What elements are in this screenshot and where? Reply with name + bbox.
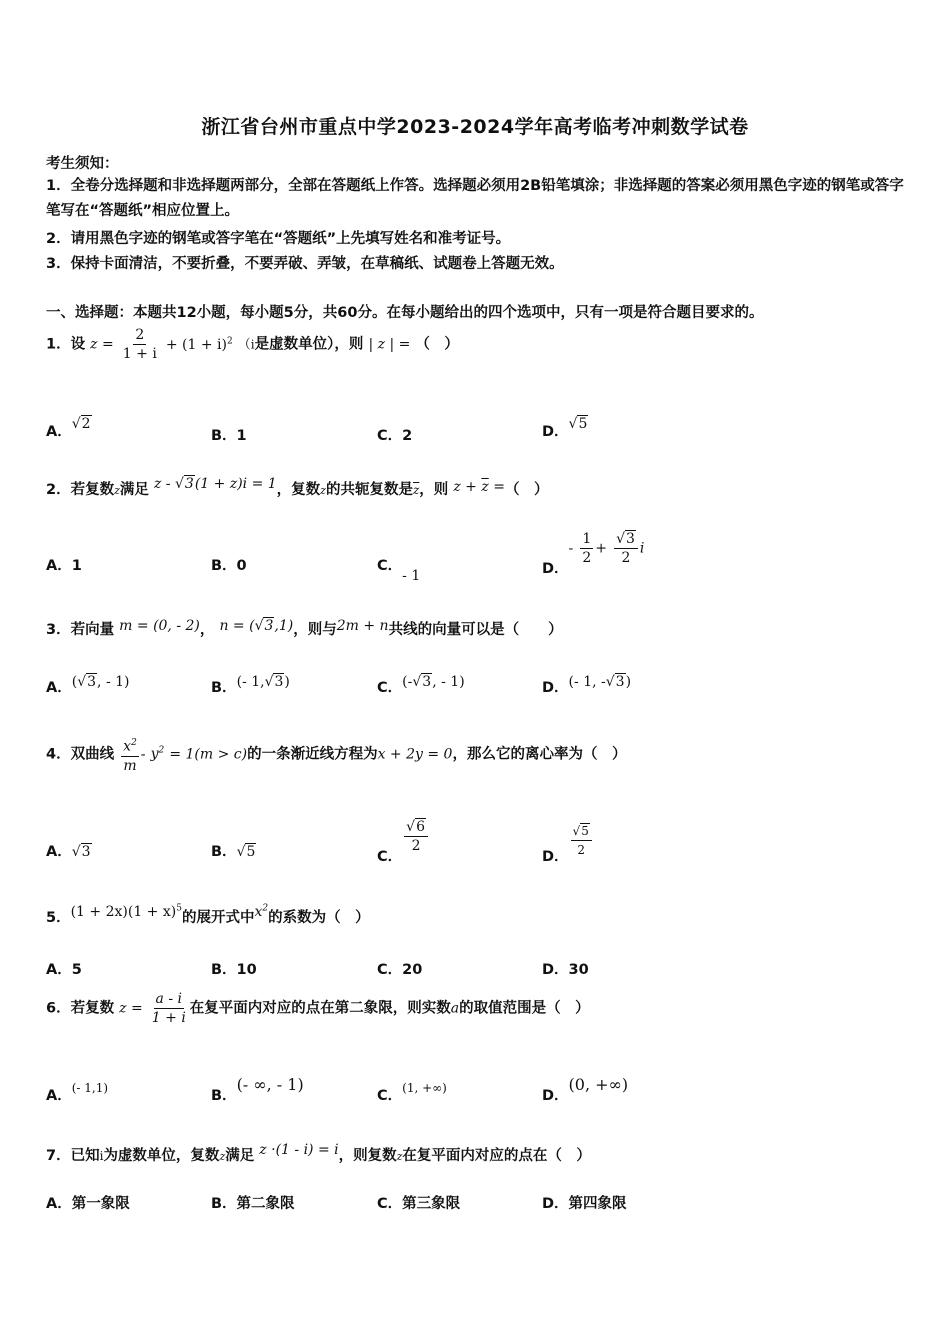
- q2-option-a[interactable]: A．1: [46, 558, 82, 574]
- q7-option-b[interactable]: B．第二象限: [211, 1196, 295, 1212]
- q1-number: 1．设: [46, 336, 86, 353]
- q2-option-c[interactable]: C．- 1: [377, 558, 421, 584]
- notice-item-2: 2．请用黑色字迹的钢笔或答字笔在“答题纸”上先填写姓名和准考证号。: [46, 231, 511, 247]
- question-2: 2．若复数z满足 z - √3(1 + z)i = 1，复数z的共轭复数是$\overline{z}$，则 $z + \overline{z}$ =（ ）: [46, 476, 549, 498]
- q1-option-c[interactable]: C．2: [377, 428, 413, 444]
- q7-option-d[interactable]: D．第四象限: [542, 1196, 627, 1212]
- question-5: 5．$(1 + 2x)(1 + x)^5$的展开式中$x^2$的系数为（ ）: [46, 903, 370, 926]
- q3-option-b[interactable]: B．(- 1,√3): [211, 674, 290, 696]
- q6-option-d[interactable]: D．(0, +∞): [542, 1075, 629, 1104]
- q3-option-d[interactable]: D．(- 1, -√3): [542, 674, 632, 696]
- q7-option-a[interactable]: A．第一象限: [46, 1196, 130, 1212]
- q5-option-c[interactable]: C．20: [377, 962, 423, 978]
- q1-frac-den: 1 + i: [122, 346, 157, 362]
- question-1: 1．设 z = $\frac{2}{1 + i}$ + $(1 + i)^2$ （i是虚数单位），则 | z | = （ ）: [46, 327, 459, 362]
- q4-option-c[interactable]: C． $\frac{√6}{2}$: [377, 818, 430, 855]
- q2-equation: z - √3(1 + z)i = 1: [153, 476, 277, 492]
- q3-option-c[interactable]: C．(-√3, - 1): [377, 674, 465, 696]
- q1-z-eq: z =: [90, 336, 114, 353]
- q1-frac-num: 2: [135, 327, 145, 343]
- q4-option-d[interactable]: D． $\frac{√5}{2}$: [542, 822, 594, 859]
- q4-option-b[interactable]: B．√5: [211, 844, 256, 860]
- q6-option-b[interactable]: B．(- ∞, - 1): [211, 1075, 304, 1104]
- q2-option-d[interactable]: D．- $\frac{1}{2}$ + $\frac{√3}{2}$ i: [542, 531, 645, 577]
- question-6: 6．若复数 z = $\frac{a - i}{1 + i}$ 在复平面内对应的点在第二象限，则实数a的取值范围是（ ）: [46, 991, 590, 1026]
- q6-option-a[interactable]: A．$^{(- 1,1)}$: [46, 1081, 109, 1104]
- q6-option-c[interactable]: C．$^{(1, +\infty)}$: [377, 1081, 447, 1104]
- q5-option-b[interactable]: B．10: [211, 962, 257, 978]
- q7-option-c[interactable]: C．第三象限: [377, 1196, 461, 1212]
- question-4: 4．双曲线 $\frac{x^2}{m}$ - $y^2 = 1(m > c)$的一条渐近线方程为x + 2y = 0，那么它的离心率为（ ）: [46, 734, 626, 775]
- notice-item-1: 1．全卷分选择题和非选择题两部分，全部在答题纸上作答。选择题必须用2B铅笔填涂；非选择题的答案必须用黑色字迹的钢笔或答字笔写在“答题纸”相应位置上。: [46, 178, 904, 219]
- notice-heading: 考生须知：: [46, 156, 119, 172]
- q1-abs-z: | z | =: [368, 336, 411, 353]
- q1-option-b[interactable]: B．1: [211, 428, 247, 444]
- q4-option-a[interactable]: A．√3: [46, 844, 91, 860]
- q1-paren: （ ）: [415, 336, 459, 353]
- question-7: 7．已知i为虚数单位，复数z满足 z ·(1 - i) = i，则复数z在复平面内对应的点在（ ）: [46, 1142, 591, 1164]
- page-title: 浙江省台州市重点中学2023-2024学年高考临考冲刺数学试卷: [201, 116, 749, 138]
- q5-option-d[interactable]: D．30: [542, 962, 589, 978]
- q1-option-a[interactable]: A．√2: [46, 416, 91, 440]
- q1-tail-expr: + $(1 + i)^2$: [165, 335, 233, 353]
- q1-fraction: [121, 326, 159, 363]
- question-3: 3．若向量 m = (0, - 2)， n = (√3,1)，则与2m + n共线的向量可以是（ ）: [46, 618, 563, 638]
- q3-option-a[interactable]: A．(√3, - 1): [46, 674, 130, 696]
- q5-option-a[interactable]: A．5: [46, 962, 82, 978]
- section-heading: 一、选择题：本题共12小题，每小题5分，共60分。在每小题给出的四个选项中，只有一项是符合题目要求的。: [46, 305, 764, 321]
- q1-text2: 是虚数单位），则: [254, 336, 364, 353]
- q2-option-b[interactable]: B．0: [211, 558, 247, 574]
- q1-option-d[interactable]: D．√5: [542, 416, 588, 440]
- q1-i-symbol: i: [250, 337, 255, 352]
- notice-item-3: 3．保持卡面清洁，不要折叠，不要弄破、弄皱，在草稿纸、试题卷上答题无效。: [46, 256, 564, 272]
